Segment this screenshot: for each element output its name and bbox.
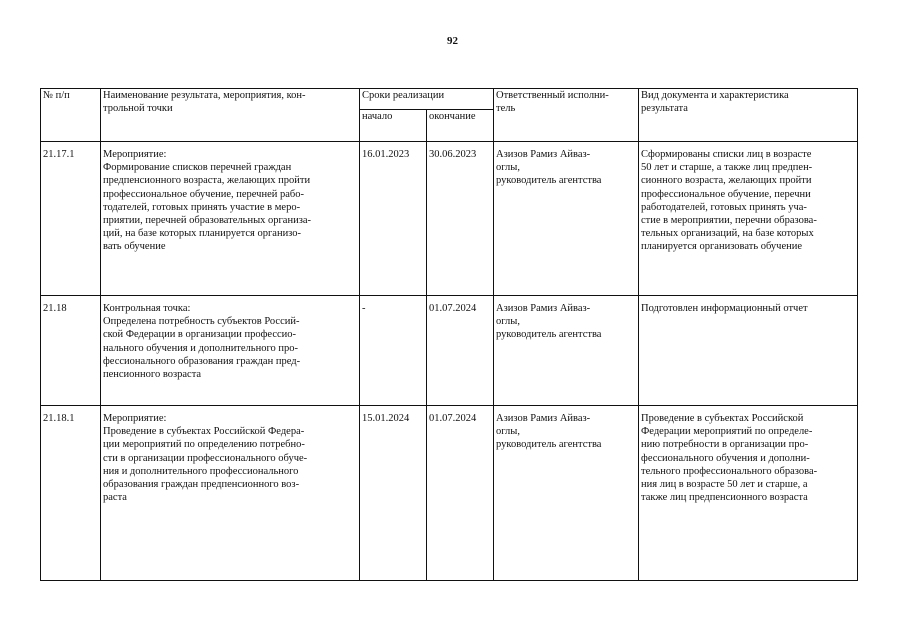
row-responsible xyxy=(494,406,639,581)
row-end-date: 01.07.2024 xyxy=(427,296,494,406)
header-end: окончание xyxy=(427,110,494,142)
row-end-date: 01.07.2024 xyxy=(427,406,494,581)
document-line: 50 лет и старше, а также лиц предпен- xyxy=(641,162,813,174)
row-start-date: - xyxy=(360,296,427,406)
header-responsible-line: тель xyxy=(496,103,516,115)
name-line: нального обучения и дополнительного про- xyxy=(103,342,298,354)
plan-table xyxy=(40,88,858,581)
row-name xyxy=(101,296,360,406)
header-name-line: трольной точки xyxy=(103,103,173,115)
name-line: Контрольная точка: xyxy=(103,303,191,314)
name-line: фессионального образования граждан пред- xyxy=(103,355,301,367)
row-name xyxy=(101,142,360,296)
document-line: Проведение в субъектах Российской xyxy=(641,413,804,424)
responsible-line: оглы, xyxy=(496,162,520,174)
header-document xyxy=(639,89,858,142)
document-line: тельных организаций, на базе которых xyxy=(641,228,814,240)
name-line: приятии, перечней образовательных организа- xyxy=(103,215,312,227)
document-line: планируется организовать обучение xyxy=(641,241,803,253)
name-line: ции мероприятий по определению потребно- xyxy=(103,439,305,451)
header-responsible xyxy=(494,89,639,142)
document-line: стие в мероприятии, перечни образова- xyxy=(641,215,817,227)
name-line: ций, на базе которых планируется организо- xyxy=(103,228,302,240)
document-line: работодателей, готовых принять уча- xyxy=(641,201,807,213)
document-line: нию потребности в организации про- xyxy=(641,439,809,451)
header-document-line: результата xyxy=(641,103,688,115)
name-line: ния и дополнительного профессионального xyxy=(103,465,299,477)
name-line: раста xyxy=(103,492,127,504)
row-number: 21.17.1 xyxy=(41,142,101,296)
name-line: предпенсионного возраста, желающих пройти xyxy=(103,175,311,187)
row-document xyxy=(639,296,858,406)
row-end-date: 30.06.2023 xyxy=(427,142,494,296)
row-number: 21.18 xyxy=(41,296,101,406)
name-line: пенсионного возраста xyxy=(103,369,202,381)
responsible-line: Азизов Рамиз Айваз- xyxy=(496,303,591,314)
name-line: профессиональное обучение, перечней рабо- xyxy=(103,188,304,200)
row-name xyxy=(101,406,360,581)
page-number: 92 xyxy=(447,35,458,47)
document-line: Сформированы списки лиц в возрасте xyxy=(641,149,812,160)
name-line: ской Федерации в организации профессио- xyxy=(103,329,297,341)
responsible-line: оглы, xyxy=(496,316,520,328)
row-responsible xyxy=(494,296,639,406)
row-start-date: 15.01.2024 xyxy=(360,406,427,581)
name-line: Определена потребность субъектов Россий- xyxy=(103,316,300,328)
document-line: ния лиц в возрасте 50 лет и старше, а xyxy=(641,479,808,491)
header-name xyxy=(101,89,360,142)
name-line: Формирование списков перечней граждан xyxy=(103,162,292,174)
name-line: образования граждан предпенсионного воз- xyxy=(103,479,300,491)
document-line: Федерации мероприятий по определе- xyxy=(641,426,813,438)
responsible-line: Азизов Рамиз Айваз- xyxy=(496,149,591,160)
responsible-line: оглы, xyxy=(496,426,520,438)
name-line: Мероприятие: xyxy=(103,149,167,160)
name-line: сти в организации профессионального обуче- xyxy=(103,452,308,464)
table-row xyxy=(41,296,858,406)
name-line: вать обучение xyxy=(103,241,166,253)
header-responsible-line: Ответственный исполни- xyxy=(496,90,609,101)
header-document-line: Вид документа и характеристика xyxy=(641,90,789,101)
document-line: профессиональное обучение, перечни xyxy=(641,188,811,200)
table-row xyxy=(41,142,858,296)
name-line: Проведение в субъектах Российской Федера- xyxy=(103,426,305,438)
row-document xyxy=(639,142,858,296)
document-line: фессионального обучения и дополни- xyxy=(641,452,810,464)
document-line: также лиц предпенсионного возраста xyxy=(641,492,808,504)
row-document xyxy=(639,406,858,581)
header-terms: Сроки реализации xyxy=(360,89,494,110)
header-start: начало xyxy=(360,110,427,142)
responsible-line: руководитель агентства xyxy=(496,329,602,341)
document-line: Подготовлен информационный отчет xyxy=(641,303,808,314)
document-line: сионного возраста, желающих пройти xyxy=(641,175,812,187)
responsible-line: руководитель агентства xyxy=(496,439,602,451)
row-number: 21.18.1 xyxy=(41,406,101,581)
header-name-line: Наименование результата, мероприятия, кон- xyxy=(103,90,306,101)
responsible-line: Азизов Рамиз Айваз- xyxy=(496,413,591,424)
table-row xyxy=(41,406,858,581)
row-responsible xyxy=(494,142,639,296)
row-start-date: 16.01.2023 xyxy=(360,142,427,296)
header-number: № п/п xyxy=(41,89,101,142)
name-line: Мероприятие: xyxy=(103,413,167,424)
responsible-line: руководитель агентства xyxy=(496,175,602,187)
name-line: тодателей, готовых принять участие в меро- xyxy=(103,201,301,213)
document-line: тельного профессионального образова- xyxy=(641,465,818,477)
